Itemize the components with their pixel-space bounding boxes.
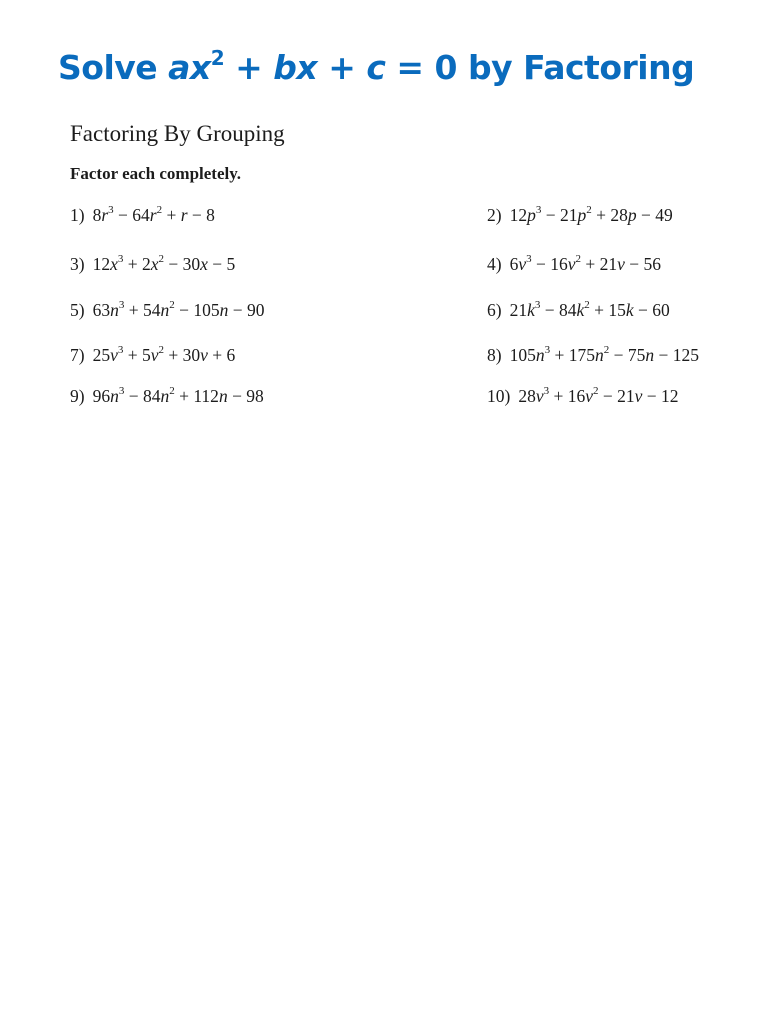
exponent: 2 [169,385,175,397]
variable: n [594,345,604,365]
term-text: − 75 [609,345,646,365]
exponent: 3 [535,204,542,216]
problem-number: 7) [70,345,85,365]
term-text: + 28 [591,205,628,225]
problem-number: 5) [70,300,85,320]
problem-number: 9) [70,386,85,406]
exponent: 3 [534,299,541,311]
problem-number: 3) [70,254,85,274]
variable: n [160,300,170,320]
problem-6 [487,299,670,321]
term-text: 21 [509,300,528,320]
term-text: − 5 [207,254,236,274]
problem-expression [510,205,673,225]
exponent: 2 [158,344,165,356]
problem-expression [510,254,661,274]
worksheet [70,118,730,406]
term-text: 105 [509,345,536,365]
variable: r [180,205,188,225]
term-text: − 64 [113,205,150,225]
term-text: − 8 [187,205,215,225]
problem-5 [70,299,264,321]
term-text: + 6 [207,345,236,365]
problem-9 [70,385,264,407]
problem-7 [70,344,235,366]
problem-expression [93,300,265,320]
variable: n [219,300,229,320]
term-text: − 21 [598,386,635,406]
variable: v [200,345,208,365]
problem-number: 1) [70,205,85,225]
problem-number: 2) [487,205,502,225]
term-text: − 21 [541,205,578,225]
variable: n [160,386,170,406]
variable: v [535,386,544,406]
term-text: + 15 [589,300,626,320]
exponent: 2 [603,344,610,356]
variable: x [200,254,208,274]
problem-number: 10) [487,386,511,406]
term-text: + 175 [550,345,595,365]
exponent: 3 [526,253,532,265]
exponent: 3 [544,344,551,356]
variable: v [150,345,159,365]
variable: p [577,205,587,225]
variable: v [110,345,118,365]
variable: x [150,254,159,274]
term-text: + 16 [549,386,586,406]
term-text: 63 [92,300,111,320]
exponent: 2 [575,253,582,265]
variable: v [518,254,527,274]
problem-10 [487,385,679,407]
term-text: + 112 [174,386,219,406]
problem-8 [487,344,699,366]
exponent: 3 [118,299,125,311]
term-text: − 125 [654,345,699,365]
problem-expression [93,345,236,365]
variable: n [645,345,655,365]
term-text: 8 [92,205,102,225]
problem-2 [487,204,673,226]
term-text: + 54 [124,300,161,320]
variable: n [110,300,119,320]
variable: n [110,386,119,406]
exponent: 3 [108,204,114,216]
problem-4 [487,253,661,275]
problem-expression [510,345,699,365]
worksheet-instructions: Factor each completely. [70,164,242,183]
worksheet-heading: Factoring By Grouping [70,121,285,146]
variable: k [527,300,535,320]
term-text: + 21 [581,254,618,274]
problem-expression [510,300,670,320]
variable: v [585,386,594,406]
term-text: − 49 [636,205,673,225]
term-text: 12 [92,254,111,274]
variable: n [218,386,228,406]
problem-expression [93,205,215,225]
exponent: 2 [593,385,599,397]
variable: k [576,300,585,320]
variable: x [110,254,118,274]
term-text: + [162,205,181,225]
problem-expression [518,386,678,406]
term-text: − 12 [642,386,679,406]
variable: p [527,205,536,225]
term-text: 28 [518,386,536,406]
problem-expression [93,254,236,274]
variable: r [149,205,157,225]
term-text: − 98 [227,386,264,406]
problem-1 [70,204,215,226]
problem-3 [70,253,235,275]
term-text: 6 [509,254,519,274]
problem-number: 6) [487,300,502,320]
term-text: − 16 [531,254,568,274]
variable: n [535,345,545,365]
term-text: 12 [509,205,528,225]
term-text: 96 [92,386,111,406]
term-text: 25 [92,345,111,365]
term-text: − 105 [174,300,220,320]
variable: v [567,254,576,274]
term-text: − 84 [124,386,161,406]
problem-number: 4) [487,254,502,274]
term-text: + 5 [123,345,151,365]
exponent: 2 [169,299,175,311]
exponent: 2 [158,253,165,265]
variable: v [634,386,643,406]
term-text: − 60 [633,300,670,320]
term-text: + 30 [164,345,201,365]
page-title: Solve $ax^2$ + bx + c = 0 by Factoring [58,46,695,87]
variable: v [617,254,625,274]
variable: r [101,205,109,225]
term-text: − 84 [540,300,577,320]
exponent: 3 [117,253,124,265]
term-text: + 2 [123,254,151,274]
term-text: − 90 [228,300,265,320]
exponent: 3 [543,385,550,397]
term-text: − 56 [624,254,662,274]
exponent: 2 [156,204,163,216]
problem-number: 8) [487,345,502,365]
exponent: 3 [117,344,124,356]
variable: p [627,205,637,225]
variable: k [625,300,634,320]
exponent: 2 [584,299,590,311]
problem-expression [93,386,264,406]
term-text: − 30 [164,254,201,274]
exponent: 2 [586,204,592,216]
exponent: 3 [118,385,125,397]
